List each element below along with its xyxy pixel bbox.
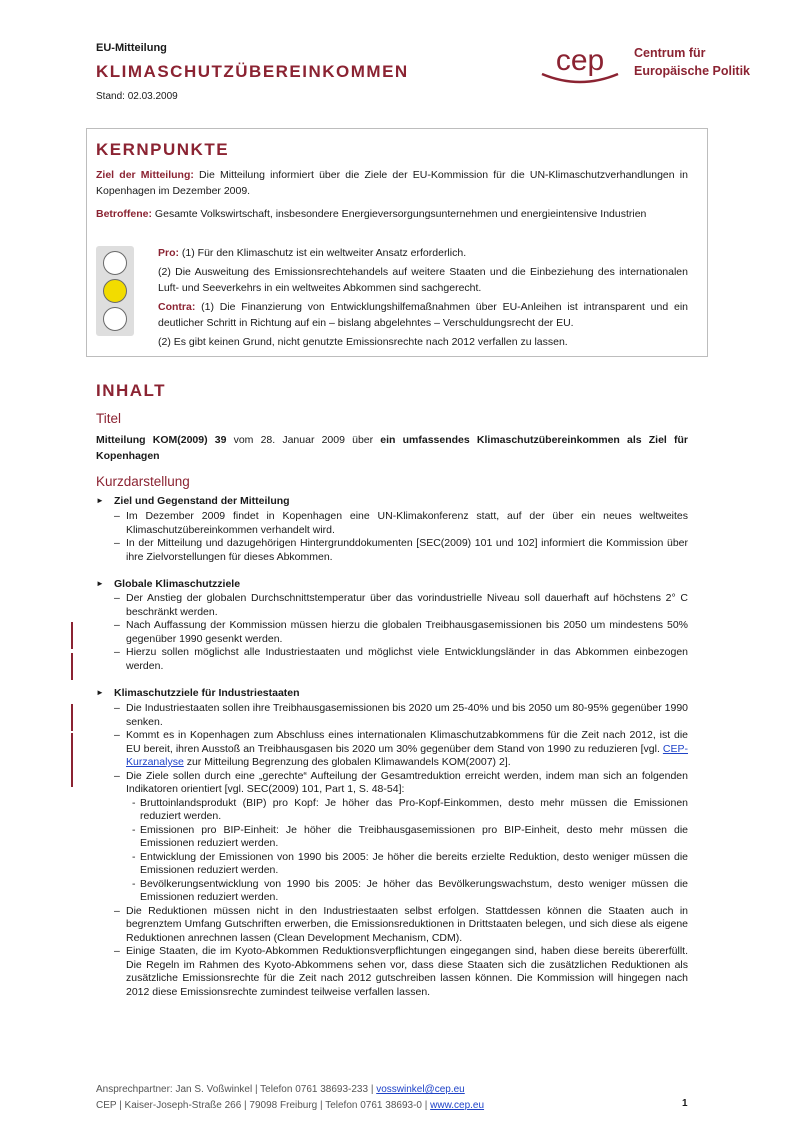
cep-logo-text: cep <box>555 44 605 77</box>
title-date: vom 28. Januar 2009 über <box>226 434 381 446</box>
objective-paragraph <box>96 167 688 199</box>
sub-list-item: - Bevölkerungsentwicklung von 1990 bis 2005: Je höher das Bevölkerungswachstum, desto weniger müssen die Emissionen reduziert werden. <box>132 878 688 905</box>
list-item-text: Die Ziele sollen durch eine „gerechte“ Aufteilung der Gesamtreduktion erreicht werden, indem man sich an folgenden Indikatoren orientiert [vgl. SEC(2009) 101, Part 1, S. 48-54]: <box>126 769 688 795</box>
contact-email-link[interactable]: vosswinkel@cep.eu <box>376 1084 465 1095</box>
goal-bullet-list <box>114 510 688 564</box>
section-heading-global-targets-text: Globale Klimaschutzziele <box>114 578 241 590</box>
section-heading-industrial-targets-text: Klimaschutzziele für Industriestaaten <box>114 687 300 699</box>
traffic-light-icon <box>96 246 134 336</box>
triangle-bullet-icon: ► <box>96 688 104 697</box>
list-item: – Im Dezember 2009 findet in Kopenhagen eine UN-Klimakonferenz statt, auf der über ein neues weltweites Klimaschutzübereinkommen verhandelt wird. <box>114 510 688 537</box>
list-item-text: Kommt es in Kopenhagen zum Abschluss eines internationalen Klimaschutzabkommens für die Zeit nach 2012, ist die EU bereit, ihren Ausstoß an Treibhausgasen bis 2020 um 30% gegenüber dem Stand von 1990 zu reduzieren [vgl. <box>126 729 688 755</box>
organization-name-line-2: Europäische Politik <box>634 64 751 78</box>
change-marker <box>71 704 73 731</box>
traffic-light-top-lamp <box>103 251 127 275</box>
triangle-bullet-icon: ► <box>96 579 104 588</box>
title-reference: Mitteilung KOM(2009) 39 <box>96 434 227 446</box>
footer-contact <box>96 1082 484 1098</box>
affected-label: Betroffene: <box>96 208 153 220</box>
cep-logo <box>540 40 620 84</box>
cep-analysis-link[interactable]: CEP-Kurzanalyse <box>126 742 688 768</box>
section-heading-industrial-targets <box>96 687 300 699</box>
change-marker <box>71 653 73 680</box>
list-item: – Einige Staaten, die im Kyoto-Abkommen Reduktionsverpflichtungen eingegangen sind, haben diese bereits übererfüllt. Die Regeln im Rahmen des Kyoto-Abkommens sehen vor, dass diese Staaten sich die zusätzlichen Reduktionen als zusätzliche Emissionsrechte für die Zeit nach 2012 gutschreiben lassen können. Die Kommission will hingegen nach 2012 diese Emissionsrechte zumindest teilweise verfallen lassen. <box>114 945 688 999</box>
document-date: Stand: 02.03.2009 <box>96 91 178 102</box>
affected-paragraph <box>96 206 688 222</box>
traffic-light-bottom-lamp <box>103 307 127 331</box>
list-item: – Nach Auffassung der Kommission müssen hierzu die globalen Treibhausgasemissionen bis 2050 um mindestens 50% gegenüber 1990 gesenkt werden. <box>114 619 688 646</box>
summary-subheading: Kurzdarstellung <box>96 474 190 489</box>
pro-point-1-text: (1) Für den Klimaschutz ist ein weltweiter Ansatz erforderlich. <box>179 247 467 259</box>
page-number: 1 <box>682 1098 688 1109</box>
change-marker <box>71 733 73 787</box>
pro-contra-section <box>158 245 688 353</box>
indicator-sub-list <box>126 797 688 905</box>
title-text <box>96 432 688 464</box>
change-marker <box>71 622 73 649</box>
contents-heading: INHALT <box>96 381 167 400</box>
document-title: KLIMASCHUTZÜBEREINKOMMEN <box>96 62 409 81</box>
contra-point-1-text: (1) Die Finanzierung von Entwicklungshilfemaßnahmen über EU-Anleihen ist intransparent und ein deutlicher Schritt in Richtung auf ein – bislang abgelehntes – Verschuldungsrecht der EU. <box>158 301 688 329</box>
organization-name-line-1: Centrum für <box>634 46 706 60</box>
sub-list-item: - Bruttoinlandsprodukt (BIP) pro Kopf: Je höher das Pro-Kopf-Einkommen, desto mehr müssen die Emissionen reduziert werden. <box>132 797 688 824</box>
title-subheading: Titel <box>96 411 122 426</box>
key-points-heading: KERNPUNKTE <box>96 140 230 159</box>
list-item: – Die Industriestaaten sollen ihre Treibhausgasemissionen bis 2020 um 25-40% und bis 2050 um 80-95% gegenüber 1990 senken. <box>114 702 688 729</box>
objective-label: Ziel der Mitteilung: <box>96 169 194 181</box>
sub-list-item: - Entwicklung der Emissionen von 1990 bis 2005: Je höher die bereits erzielte Reduktion, desto weniger müssen die Emissionen reduziert werden. <box>132 851 688 878</box>
industrial-targets-bullet-list <box>114 702 688 999</box>
title-subject: ein umfassendes Klimaschutzübereinkommen als Ziel für Kopenhagen <box>96 434 689 462</box>
list-item: – Die Reduktionen müssen nicht in den Industriestaaten selbst erfolgen. Stattdessen können die Staaten auch in begrenztem Umfang Gutschriften erwerben, die Emissionsreduktionen in Drittstaaten belegen, und sich diese als eigene Reduktionen anrechnen lassen (Clean Development Mechanism, CDM). <box>114 905 688 946</box>
footer-address <box>96 1098 484 1114</box>
document-type-label: EU-Mitteilung <box>96 42 167 54</box>
pro-label: Pro: <box>158 247 179 259</box>
pro-point-1 <box>158 245 688 261</box>
organization-name <box>634 44 750 80</box>
section-heading-global-targets <box>96 578 240 590</box>
traffic-light-middle-lamp-active <box>103 279 127 303</box>
section-heading-goal-text: Ziel und Gegenstand der Mitteilung <box>114 495 290 507</box>
website-link[interactable]: www.cep.eu <box>430 1100 485 1111</box>
sub-list-item: - Emissionen pro BIP-Einheit: Je höher die Treibhausgasemissionen pro BIP-Einheit, desto mehr müssen die Emissionen reduziert werden. <box>132 824 688 851</box>
list-item <box>114 770 688 905</box>
list-item <box>114 729 688 770</box>
list-item: – Hierzu sollen möglichst alle Industriestaaten und möglichst viele Entwicklungsländer in das Abkommen einbezogen werden. <box>114 646 688 673</box>
footer-contact-text: Ansprechpartner: Jan S. Voßwinkel | Telefon 0761 38693-233 | <box>96 1084 377 1095</box>
triangle-bullet-icon: ► <box>96 496 104 505</box>
footer-address-text: CEP | Kaiser-Joseph-Straße 266 | 79098 Freiburg | Telefon 0761 38693-0 | <box>96 1100 431 1111</box>
section-heading-goal <box>96 495 290 507</box>
contra-point-2: (2) Es gibt keinen Grund, nicht genutzte Emissionsrechte nach 2012 verfallen zu lassen. <box>158 336 568 348</box>
pro-point-2: (2) Die Ausweitung des Emissionsrechtehandels auf weitere Staaten und die Einbeziehung des internationalen Luft- und Seeverkehrs in ein weltweites Abkommen sind sachgerecht. <box>158 266 688 294</box>
contra-point-1 <box>158 299 688 331</box>
list-item-text: zur Mitteilung Begrenzung des globalen Klimawandels KOM(2007) 2]. <box>183 756 511 768</box>
affected-text: Gesamte Volkswirtschaft, insbesondere Energieversorgungsunternehmen und energieintensive Industrien <box>152 208 647 220</box>
contra-label: Contra: <box>158 301 196 313</box>
footer <box>96 1082 484 1114</box>
list-item: – In der Mitteilung und dazugehörigen Hintergrunddokumenten [SEC(2009) 101 und 102] informiert die Kommission über ihre Zielvorstellungen für dieses Abkommen. <box>114 537 688 564</box>
global-targets-bullet-list <box>114 592 688 673</box>
list-item: – Der Anstieg der globalen Durchschnittstemperatur über das vorindustrielle Niveau soll dauerhaft auf höchstens 2° C beschränkt werden. <box>114 592 688 619</box>
objective-text: Die Mitteilung informiert über die Ziele der EU-Kommission für die UN-Klimaschutzverhandlungen in Kopenhagen im Dezember 2009. <box>96 169 688 197</box>
